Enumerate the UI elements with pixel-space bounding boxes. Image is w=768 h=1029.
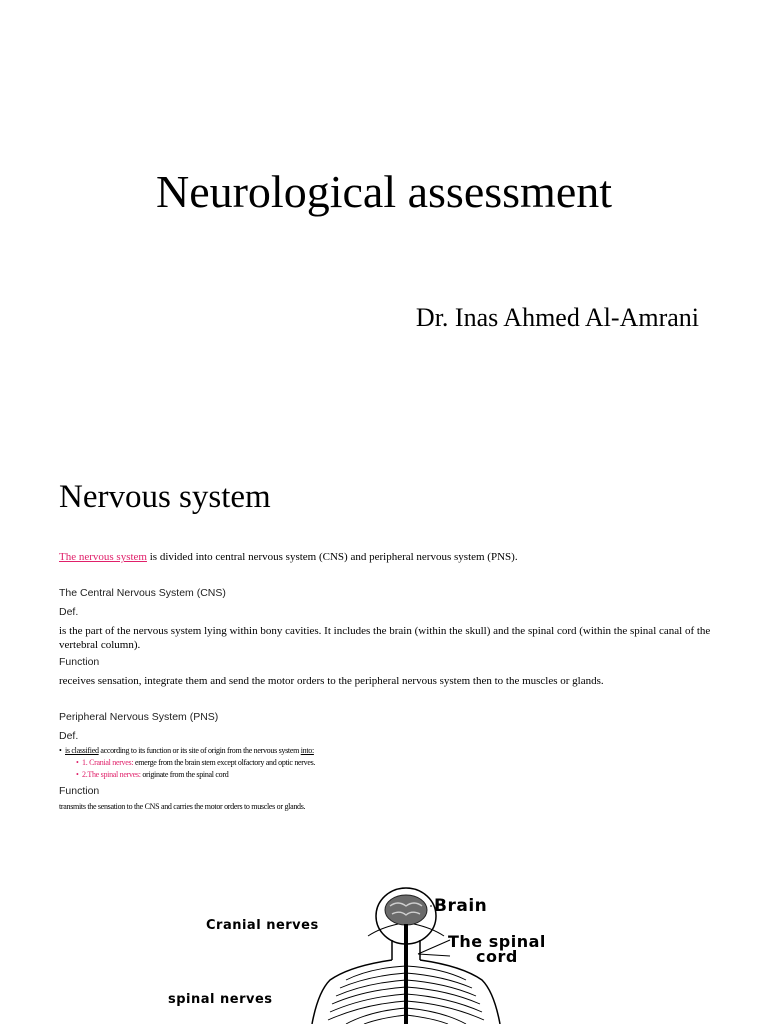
cranial-nerves-label: 1. Cranial nerves: [82,758,134,767]
cns-function-text: receives sensation, integrate them and send the motor orders to the peripheral nervous system then to the muscles or glands. [59,675,604,687]
brain-label: Brain [434,896,488,916]
pns-function-text: transmits the sensation to the CNS and carries the motor orders to muscles or glands. [59,802,306,811]
pns-function-label: Function [59,785,100,797]
cns-heading: The Central Nervous System (CNS) [59,587,226,599]
spinal-cord-label-line1: The spinal [448,932,546,951]
right-shoulder-outline [420,960,500,1024]
spinal-nerves-figure-label: spinal nerves [168,992,273,1007]
nervous-system-illustration [160,880,600,1024]
cranial-nerves-text: emerge from the brain stem except olfactory and optic nerves. [133,758,316,767]
spinal-cord-label-line2: cord [476,947,518,966]
bullet-marker: • [59,746,62,755]
cranial-nerves-figure-label: Cranial nerves [206,918,319,933]
pns-item-spinal [59,769,766,780]
classified-text: according to its function or its site of origin from the nervous system [98,746,301,755]
nervous-system-link[interactable]: The nervous system [59,551,147,563]
intro-text: is divided into central nervous system (CNS) and peripheral nervous system (PNS). [146,551,518,563]
sub-bullet-marker: • [76,770,79,779]
spinal-cord-pointer [418,940,450,954]
is-classified-link[interactable]: is classified [65,746,99,755]
cns-definition: is the part of the nervous system lying within bony cavities. It includes the brain (within the skull) and the spinal cord (within the spinal canal of the vertebral column). [59,625,711,651]
brain-shape [385,895,427,925]
pns-heading: Peripheral Nervous System (PNS) [59,711,219,723]
pns-item-cranial [59,757,766,768]
pns-classification [59,745,749,756]
left-shoulder-outline [312,960,392,1024]
document-title: Neurological assessment [155,166,613,217]
author-name: Dr. Inas Ahmed Al-Amrani [415,303,699,332]
nervous-system-figure [160,880,600,1024]
spinal-nerves-label: 2.The spinal nerves: [82,770,141,779]
section-heading: Nervous system [59,479,271,515]
cns-function-label: Function [59,656,100,668]
pns-def-label: Def. [59,730,79,742]
sub-bullet-marker: • [76,758,79,767]
spinal-nerves-text: originate from the spinal cord [140,770,229,779]
spinal-cord-pointer-2 [418,954,450,956]
into-text: into: [300,746,314,755]
cns-def-label: Def. [59,606,79,618]
intro-paragraph [59,550,739,564]
